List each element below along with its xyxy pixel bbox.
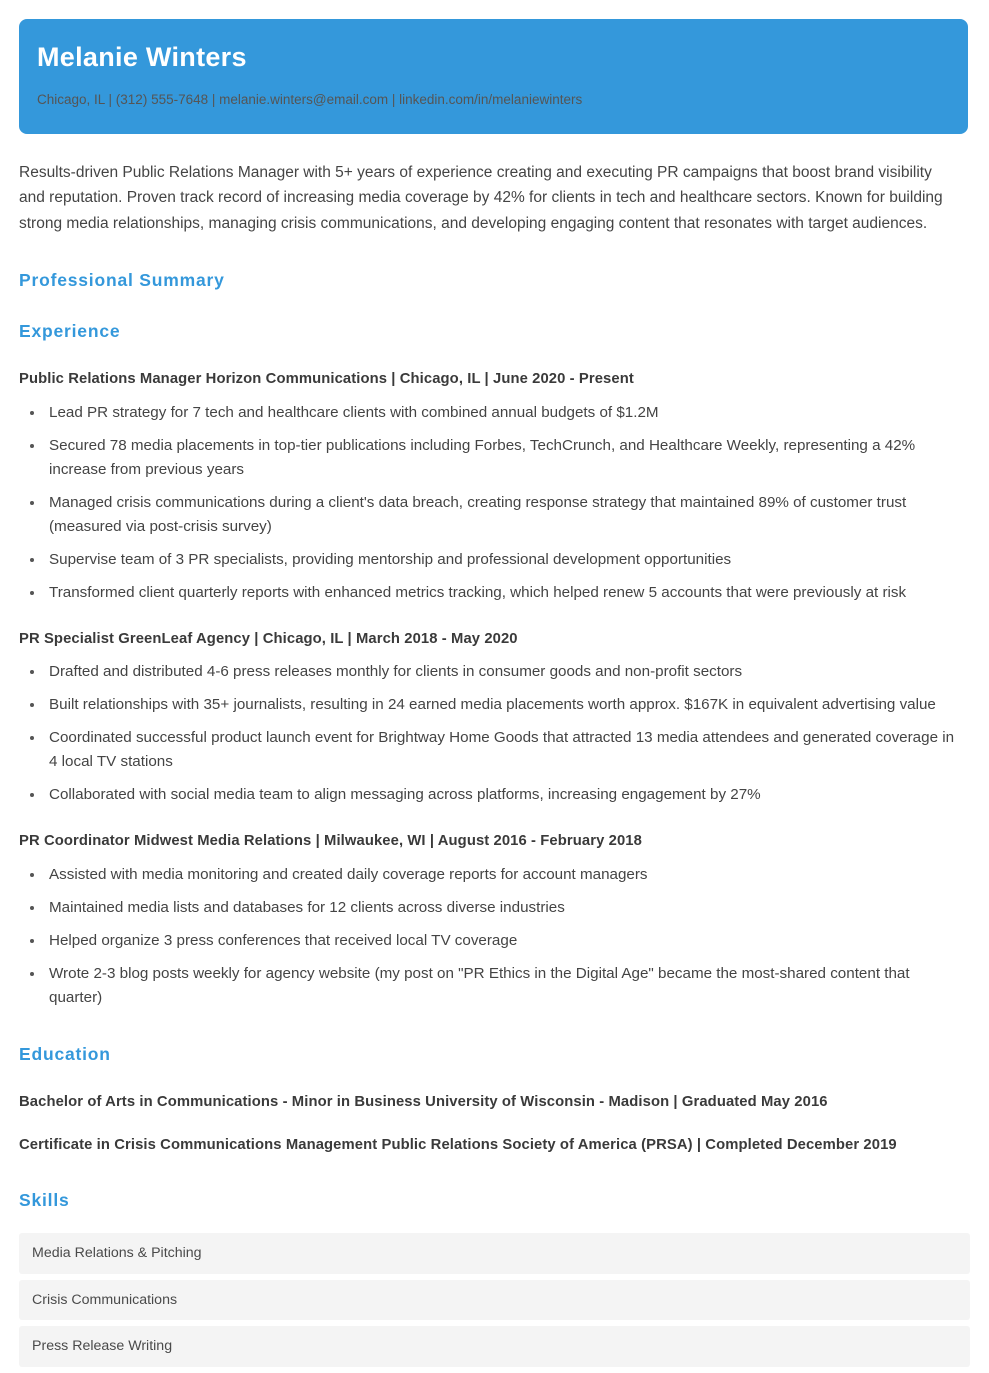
experience-entry [19,629,970,808]
section-heading-professional-summary: Professional Summary [19,269,225,290]
experience-entry [19,369,970,605]
experience-bullet: Lead PR strategy for 7 tech and healthcare clients with combined annual budgets of $1.2M [19,401,970,425]
experience-bullet: Built relationships with 35+ journalists, resulting in 24 earned media placements worth approx. $167K in equivalent advertising value [19,693,970,717]
education-entry: Certificate in Crisis Communications Management Public Relations Society of America (PRSA) | Completed December 2019 [19,1136,897,1153]
experience-title: PR Coordinator Midwest Media Relations | Milwaukee, WI | August 2016 - February 2018 [19,833,642,850]
experience-bullet: Assisted with media monitoring and created daily coverage reports for account managers [19,863,970,887]
experience-entry [19,831,970,1010]
summary-paragraph: Results-driven Public Relations Manager with 5+ years of experience creating and executing PR campaigns that boost brand visibility and reputation. Proven track record of increasing media coverage by 42% for clients in tech and healthcare sectors. Known for building strong media relationships, managing crisis communications, and developing engaging content that resonates with target audiences. [19,164,943,232]
resume-header-banner [19,19,968,134]
skills-list [19,1233,970,1366]
experience-bullet-list [19,401,970,605]
experience-bullet: Coordinated successful product launch event for Brightway Home Goods that attracted 13 media attendees and generated coverage in 4 local TV stations [19,726,970,774]
experience-bullet: Secured 78 media placements in top-tier publications including Forbes, TechCrunch, and Healthcare Weekly, representing a 42% increase from previous years [19,434,970,482]
experience-bullet-list [19,660,970,807]
experience-bullet: Managed crisis communications during a client's data breach, creating response strategy that maintained 89% of customer trust (measured via post-crisis survey) [19,491,970,539]
experience-bullet: Maintained media lists and databases for 12 clients across diverse industries [19,896,970,920]
skill-item: Press Release Writing [19,1326,970,1366]
resume-content [0,160,989,1366]
section-heading-experience: Experience [19,321,121,342]
resume-page [0,19,989,1367]
experience-bullet-list [19,863,970,1010]
experience-bullet: Transformed client quarterly reports with enhanced metrics tracking, which helped renew 5 accounts that were previously at risk [19,581,970,605]
experience-title: Public Relations Manager Horizon Communications | Chicago, IL | June 2020 - Present [19,371,634,388]
contact-line: Chicago, IL | (312) 555-7648 | melanie.winters@email.com | linkedin.com/in/melaniewinters [37,91,583,107]
section-heading-skills: Skills [19,1190,70,1211]
experience-bullet: Collaborated with social media team to align messaging across platforms, increasing engagement by 27% [19,783,970,807]
experience-title: PR Specialist GreenLeaf Agency | Chicago, IL | March 2018 - May 2020 [19,630,518,647]
experience-bullet: Drafted and distributed 4-6 press releases monthly for clients in consumer goods and non-profit sectors [19,660,970,684]
section-heading-education: Education [19,1043,111,1064]
experience-bullet: Supervise team of 3 PR specialists, providing mentorship and professional development opportunities [19,548,970,572]
skill-item: Media Relations & Pitching [19,1233,970,1273]
candidate-name: Melanie Winters [37,42,247,72]
experience-bullet: Helped organize 3 press conferences that received local TV coverage [19,929,970,953]
skill-item: Crisis Communications [19,1280,970,1320]
experience-bullet: Wrote 2-3 blog posts weekly for agency website (my post on "PR Ethics in the Digital Age" became the most-shared content that quarter) [19,962,970,1010]
education-entry: Bachelor of Arts in Communications - Minor in Business University of Wisconsin - Madison | Graduated May 2016 [19,1093,828,1110]
